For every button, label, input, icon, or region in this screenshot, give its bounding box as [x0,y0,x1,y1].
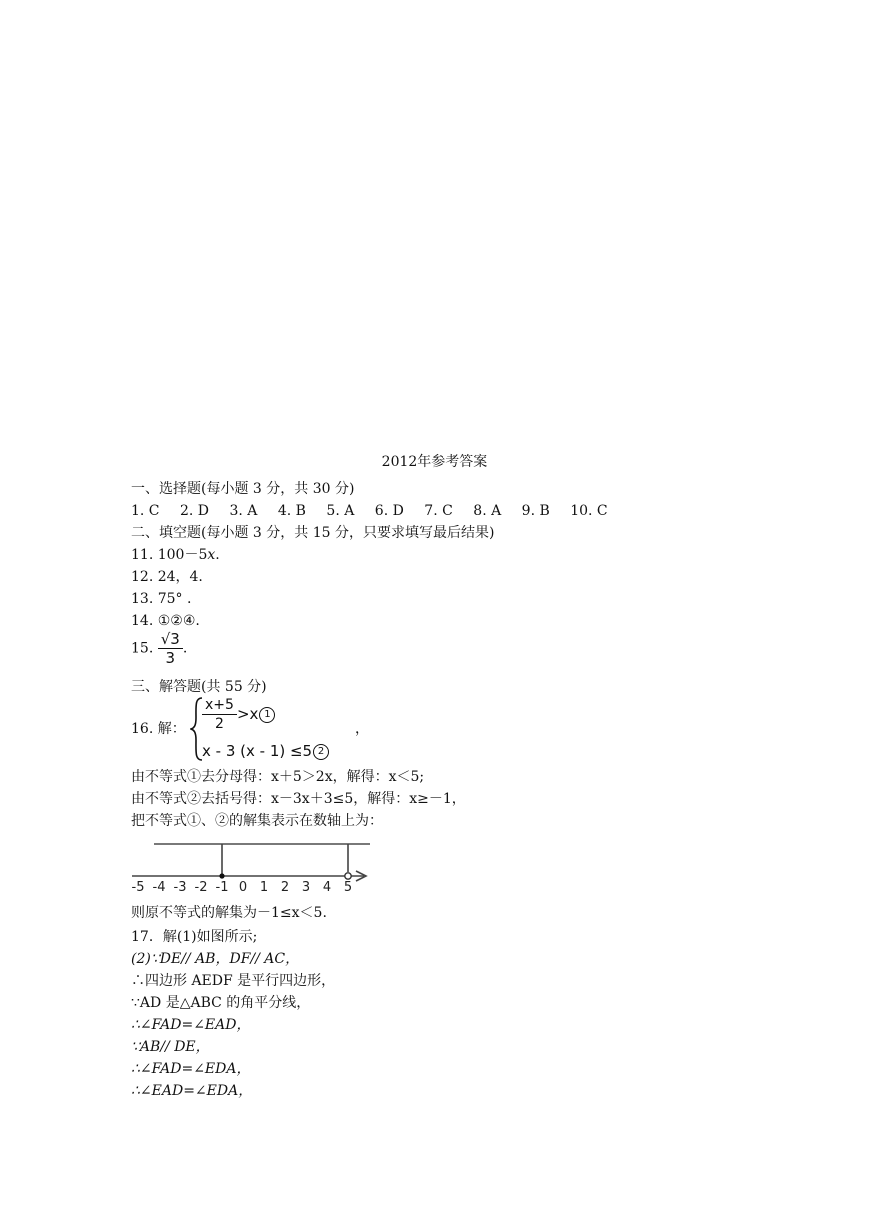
axis-tick-label: -4 [152,880,166,895]
q17-line-5: ∴∠FAD=∠EAD， [131,1017,251,1033]
choice-answer: 8. A [473,503,502,519]
inequality-text: x - 3 (x - 1) ≤5 [202,742,313,760]
choice-answer: 9. B [521,503,550,519]
q17-line-6: ∵AB// DE， [131,1039,210,1055]
answer-11 [131,546,220,564]
q17-line-7: ∴∠FAD=∠EDA， [131,1061,251,1077]
q17-line-1: 17．解(1)如图所示; [131,929,258,945]
axis-tick-label: 5 [343,880,353,895]
answer-variable: x [207,547,216,563]
answer-number: 15. [131,640,154,657]
circled-number: 2 [313,744,329,760]
choice-answer: 1. C [131,503,160,519]
axis-tick-label: 2 [280,880,290,895]
q17-line-4: ∵AD 是△ABC 的角平分线， [131,995,311,1011]
answer-15 [131,630,187,667]
axis-tick-label: 1 [259,880,269,895]
axis-tick-label: 4 [322,880,332,895]
section3-heading: 三、解答题(共 55 分) [131,679,267,695]
inequality-system [190,696,380,762]
fraction-numerator: x+5 [202,696,237,715]
inequality-rest: >x [236,705,259,723]
choice-answer: 5. A [326,503,355,519]
choice-answer: 10. C [570,503,608,519]
answer-end: . [215,547,220,563]
step-3: 把不等式①、②的解集表示在数轴上为： [131,813,383,829]
answer-end: . [182,640,188,657]
choice-answer: 4. B [277,503,306,519]
conclusion: 则原不等式的解集为－1≤x＜5. [131,905,327,921]
q17-line-2: (2)∵DE// AB，DF// AC， [131,951,300,967]
page-title: 2012年参考答案 [381,454,488,470]
answer-value: 100－5 [157,547,208,563]
system-comma: ， [355,721,369,737]
inequality-2 [202,742,329,760]
answer-12: 12. 24，4. [131,569,203,585]
section2-heading: 二、填空题(每小题 3 分，共 15 分，只要求填写最后结果) [131,525,495,541]
fraction-denominator: 2 [215,716,224,732]
section1-heading: 一、选择题(每小题 3 分，共 30 分) [131,481,355,497]
choice-answer: 3. A [229,503,258,519]
q17-line-3: ∴四边形 AEDF 是平行四边形， [131,973,336,989]
choice-answer: 2. D [179,503,210,519]
q16-label: 16. 解： [131,721,186,737]
fraction-numerator: √3 [158,630,183,649]
axis-tick-label: 3 [301,880,311,895]
axis-tick-label: -5 [131,880,145,895]
number-line [128,836,378,896]
answer-13: 13. 75° . [131,591,192,607]
axis-tick-labels [132,880,353,895]
axis-tick-label: 0 [238,880,248,895]
inequality-1 [202,696,275,733]
choice-answer: 7. C [424,503,453,519]
fraction [202,696,237,733]
axis-tick-label: -3 [173,880,187,895]
step-1: 由不等式①去分母得：x＋5＞2x，解得：x＜5; [131,769,425,785]
fraction [158,630,183,667]
step-2: 由不等式②去括号得：x－3x＋3≤5，解得：x≥－1， [131,791,466,807]
circled-number: 1 [259,707,275,723]
answer-number: 11. [131,547,154,563]
choice-answer: 6. D [374,503,404,519]
fraction-denominator: 3 [165,649,176,667]
choice-answers [131,502,624,520]
axis-tick-label: -2 [194,880,208,895]
answer-14: 14. ①②④. [131,613,200,629]
axis-tick-label: -1 [215,880,229,895]
q17-line-8: ∴∠EAD=∠EDA， [131,1083,253,1099]
